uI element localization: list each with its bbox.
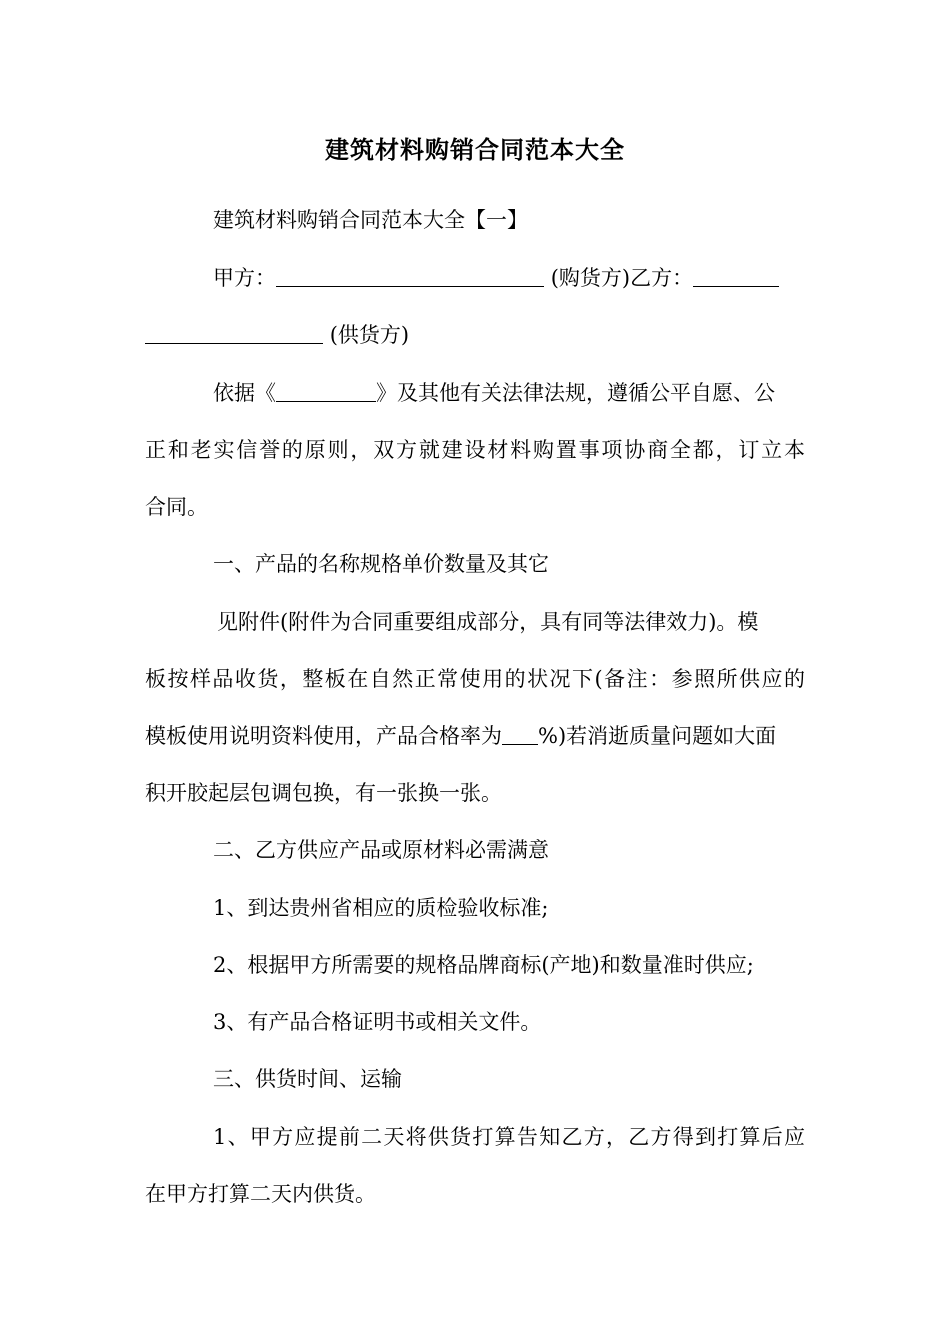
section-2-title: 二、乙方供应产品或原材料必需满意 [213, 838, 549, 862]
section-2-item-2: 2、根据甲方所需要的规格品牌商标(产地)和数量准时供应; [213, 953, 754, 977]
section-1-para-line-2: 板按样品收货，整板在自然正常使用的状况下(备注：参照所供应的 [145, 667, 805, 691]
section-3-item-1-line-2: 在甲方打算二天内供货。 [145, 1182, 376, 1206]
subtitle: 建筑材料购销合同范本大全【一】 [213, 208, 528, 232]
party-a-blank [276, 264, 544, 287]
section-3-title: 三、供货时间、运输 [213, 1067, 402, 1091]
basis-prefix: 依据《 [213, 381, 276, 405]
party-a-role: (购货方)乙方： [550, 266, 694, 290]
pass-rate-prefix: 模板使用说明资料使用，产品合格率为 [145, 724, 502, 748]
party-line [145, 258, 805, 298]
basis-line-2: 正和老实信誉的原则，双方就建设材料购置事项协商全都，订立本 [145, 438, 805, 462]
party-b-role: (供货方) [329, 323, 410, 347]
section-2-item-1: 1、到达贵州省相应的质检验收标准; [213, 896, 549, 920]
party-b-blank-part1 [693, 264, 779, 287]
basis-suffix: 》及其他有关法律法规，遵循公平自愿、公 [376, 381, 775, 405]
pass-rate-suffix: %)若消逝质量问题如大面 [538, 724, 777, 748]
party-a-label: 甲方： [213, 266, 276, 290]
section-3-item-1-line-1: 1、甲方应提前二天将供货打算告知乙方，乙方得到打算后应 [213, 1125, 805, 1149]
section-1-para-line-3 [145, 716, 805, 756]
basis-line-1 [145, 373, 805, 413]
party-b-line [145, 315, 805, 355]
section-1-para-line-1: 见附件(附件为合同重要组成部分，具有同等法律效力)。模 [217, 610, 759, 634]
document-title: 建筑材料购销合同范本大全 [325, 136, 625, 164]
basis-line-3: 合同。 [145, 495, 208, 519]
party-b-blank-part2 [145, 321, 323, 344]
section-1-para-line-4: 积开胶起层包调包换，有一张换一张。 [145, 781, 502, 805]
pass-rate-blank [502, 722, 538, 745]
section-2-item-3: 3、有产品合格证明书或相关文件。 [213, 1010, 542, 1034]
section-1-title: 一、产品的名称规格单价数量及其它 [213, 552, 549, 576]
law-name-blank [276, 379, 376, 402]
